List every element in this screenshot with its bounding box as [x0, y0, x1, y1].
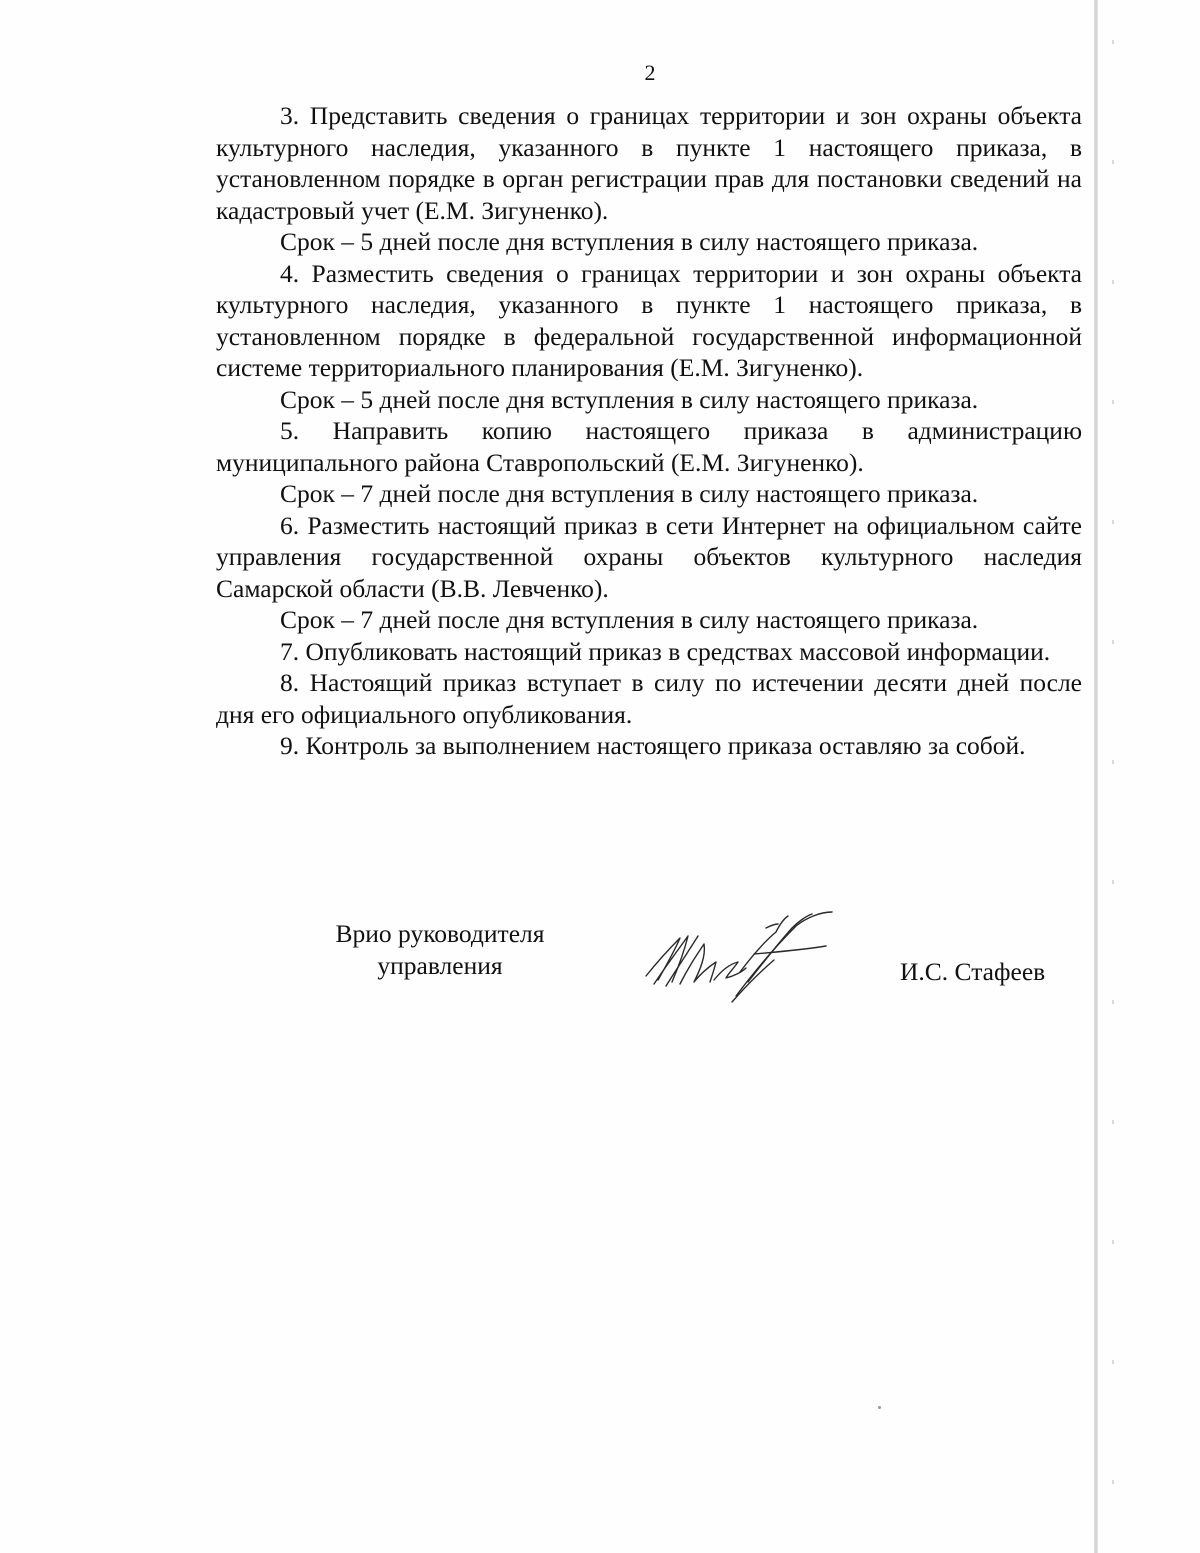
deadline-item-4: Срок – 5 дней после дня вступления в силу настоящего приказа.	[280, 384, 979, 414]
deadline-item-3: Срок – 5 дней после дня вступления в силу настоящего приказа.	[280, 227, 979, 256]
order-item-9: 9. Контроль за выполнением настоящего приказа оставляю за собой.	[280, 731, 1026, 760]
scan-edge-artifact	[1112, 0, 1114, 1553]
order-item-6: 6. Разместить настоящий приказ в сети Интернет на официальном сайте управления государственной охраны объектов культурного наследия Самарской области (В.В. Левченко).	[216, 510, 1082, 603]
order-item-5: 5. Направить копию настоящего приказа в администрацию муниципального района Ставропольский (Е.М. Зигуненко).	[216, 416, 1082, 477]
order-body	[216, 100, 1082, 762]
signatory-position	[300, 918, 580, 981]
scan-speck	[878, 1406, 881, 1409]
handwritten-signature	[636, 906, 851, 1006]
order-item-8: 8. Настоящий приказ вступает в силу по истечении десяти дней после дня его официального опубликования.	[216, 668, 1082, 729]
scan-edge-shadow	[1094, 0, 1098, 1553]
signatory-name: И.С. Стафеев	[900, 957, 1046, 986]
page-number: 2	[644, 60, 656, 85]
order-item-7: 7. Опубликовать настоящий приказ в средствах массовой информации.	[280, 636, 1051, 666]
order-item-4: 4. Разместить сведения о границах территории и зон охраны объекта культурного наследия, указанного в пункте 1 настоящего приказа, в установленном порядке в федеральной государственной информационной системе территориального планирования (Е.М. Зигуненко).	[216, 258, 1082, 382]
order-item-3: 3. Представить сведения о границах территории и зон охраны объекта культурного наследия, указанного в пункте 1 настоящего приказа, в установленном порядке в орган регистрации прав для постановки сведений на кадастровый учет (Е.М. Зигуненко).	[216, 101, 1082, 225]
deadline-item-6: Срок – 7 дней после дня вступления в силу настоящего приказа.	[280, 605, 979, 634]
deadline-item-5: Срок – 7 дней после дня вступления в силу настоящего приказа.	[280, 479, 979, 508]
signatory-position-line2: управления	[377, 950, 503, 980]
signatory-position-line1: Врио руководителя	[335, 919, 545, 948]
